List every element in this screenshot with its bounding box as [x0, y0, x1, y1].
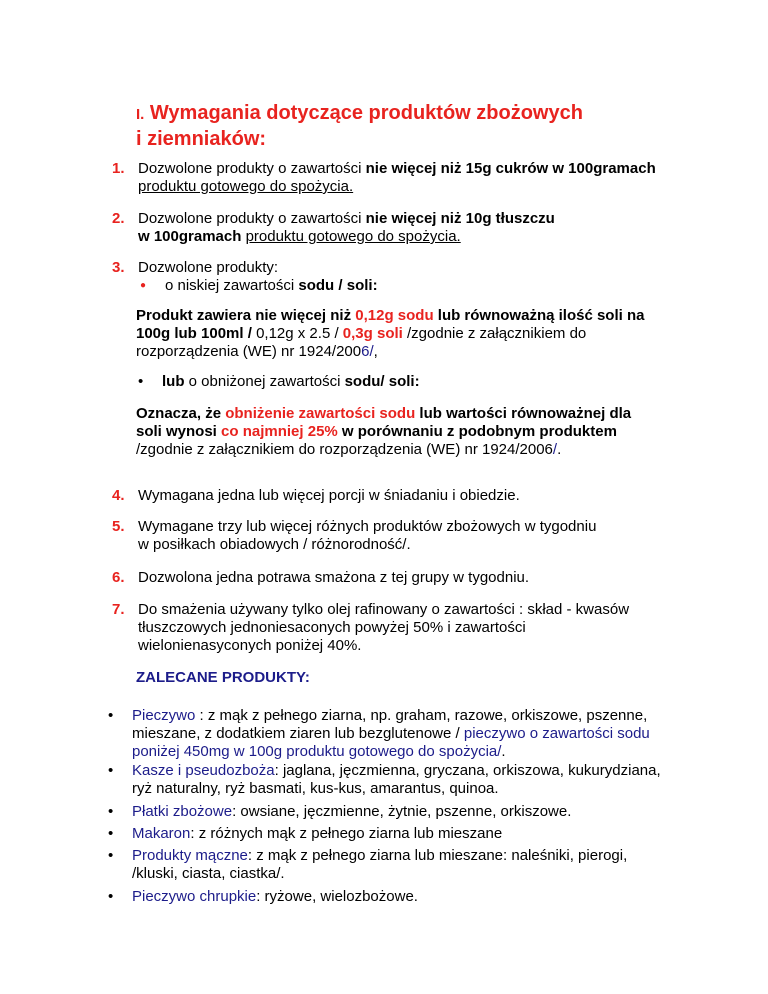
item-text: wielonienasyconych poniżej 40%. — [138, 637, 362, 654]
item-text-blue: poniżej 450mg w 100g produktu gotowego do spożycia/ — [132, 743, 502, 760]
page-title — [136, 101, 676, 151]
text-highlight: obniżenie zawartości sodu — [225, 405, 416, 422]
item-text: tłuszczowych jednoniesaconych powyżej 50% i zawartości — [138, 619, 526, 636]
title-number: I. — [136, 106, 145, 123]
list-item-4 — [112, 487, 712, 505]
bullet-text-bold: sodu / soli: — [298, 277, 378, 294]
item-number: 3. — [112, 259, 125, 276]
text-highlight: co najmniej 25% — [221, 423, 338, 440]
title-line-1: Wymagania dotyczące produktów zbożowych — [149, 102, 583, 124]
item-number: 2. — [112, 210, 125, 227]
text-blue: / — [552, 441, 558, 458]
bullet-icon: • — [108, 803, 114, 820]
recommended-item-flour-products — [108, 847, 738, 883]
bullet-icon: • — [138, 373, 144, 390]
item-text: ryż naturalny, ryż basmati, kus-kus, amarantus, quinoa. — [132, 780, 499, 797]
item-label: Makaron — [132, 825, 191, 842]
text-bold: soli wynosi — [136, 423, 222, 440]
item-label: Kasze i pseudozboża — [132, 762, 275, 779]
text: o obniżonej zawartości — [184, 373, 345, 390]
text-blue: 6/ — [361, 343, 374, 360]
item-text: Dozwolone produkty: — [138, 259, 279, 276]
text-bold: sodu/ soli: — [344, 373, 420, 390]
item-text-bold: w 100gramach — [138, 228, 242, 245]
title-line-2: i ziemniaków: — [136, 128, 267, 150]
item-text: : ryżowe, wielozbożowe. — [256, 888, 418, 905]
recommended-item-pasta — [108, 825, 738, 843]
bullet-icon: • — [108, 707, 114, 724]
text-bold: 100g lub 100ml / — [136, 325, 257, 342]
item-text: : z mąk z pełnego ziarna, np. graham, razowe, orkiszowe, pszenne, — [195, 707, 648, 724]
list-item-5 — [112, 518, 712, 554]
recommended-item-bread — [108, 707, 738, 761]
item-number: 5. — [112, 518, 125, 535]
item-text-bold: nie więcej niż 15g cukrów w 100gramach — [365, 160, 656, 177]
recommended-item-crispbread — [108, 888, 738, 906]
item-label: Pieczywo — [132, 707, 196, 724]
text-bold: lub równoważną ilość soli na — [433, 307, 645, 324]
item-number: 1. — [112, 160, 125, 177]
list-item-3 — [112, 259, 712, 277]
item-text-underlined: produktu gotowego do spożycia. — [138, 178, 354, 195]
bullet-icon: • — [108, 888, 114, 905]
item-text: /kluski, ciasta, ciastka/. — [132, 865, 285, 882]
item-text: w posiłkach obiadowych / różnorodność/. — [138, 536, 411, 553]
list-item-7 — [112, 601, 712, 655]
text-highlight: 0,12g sodu — [355, 307, 434, 324]
low-sodium-bullet — [140, 277, 640, 295]
text: rozporządzenia (WE) nr 1924/200 — [136, 343, 362, 360]
text: /zgodnie z załącznikiem do — [402, 325, 587, 342]
bullet-icon: • — [108, 847, 114, 864]
low-sodium-paragraph — [136, 307, 706, 361]
list-item-6 — [112, 569, 712, 587]
item-text: Wymagane trzy lub więcej różnych produktów zbożowych w tygodniu — [138, 518, 597, 535]
bullet-icon: • — [108, 762, 114, 779]
recommended-item-groats — [108, 762, 738, 798]
item-label: Pieczywo chrupkie — [132, 888, 257, 905]
list-item-2 — [112, 210, 712, 246]
item-text: Wymagana jedna lub więcej porcji w śniadaniu i obiedzie. — [138, 487, 520, 504]
text-bold: Produkt zawiera nie więcej niż — [136, 307, 356, 324]
text-bold: lub — [162, 373, 185, 390]
bullet-icon: ● — [140, 280, 147, 291]
item-text-underlined: produktu gotowego do spożycia. — [245, 228, 461, 245]
recommended-item-flakes — [108, 803, 738, 821]
text-bold: Oznacza, że — [136, 405, 226, 422]
bullet-text: o niskiej zawartości — [165, 277, 299, 294]
item-text-blue: pieczywo o zawartości sodu — [463, 725, 650, 742]
item-text: Dozwolona jedna potrawa smażona z tej grupy w tygodniu. — [138, 569, 530, 586]
item-text: : jaglana, jęczmienna, gryczana, orkiszowa, kukurydziana, — [274, 762, 661, 779]
reduced-sodium-bullet — [138, 373, 638, 391]
text-bold: lub wartości równoważnej dla — [415, 405, 632, 422]
text: 0,12g x 2.5 / — [256, 325, 343, 342]
item-label: Produkty mączne — [132, 847, 248, 864]
list-item-1 — [112, 160, 712, 196]
text: . — [557, 441, 562, 458]
item-number: 4. — [112, 487, 125, 504]
reduced-sodium-paragraph — [136, 405, 706, 459]
item-text: Dozwolone produkty o zawartości — [138, 210, 366, 227]
text-bold: w porównaniu z podobnym produktem — [337, 423, 617, 440]
recommended-heading: ZALECANE PRODUKTY: — [136, 669, 310, 686]
item-text: mieszane, z dodatkiem ziaren lub bezglutenowe / — [132, 725, 464, 742]
item-text: : z mąk z pełnego ziarna lub mieszane: naleśniki, pierogi, — [247, 847, 628, 864]
item-text-bold: nie więcej niż 10g tłuszczu — [365, 210, 555, 227]
item-number: 6. — [112, 569, 125, 586]
bullet-icon: • — [108, 825, 114, 842]
item-text: : z różnych mąk z pełnego ziarna lub mieszane — [190, 825, 503, 842]
text-highlight: 0,3g soli — [342, 325, 403, 342]
item-label: Płatki zbożowe — [132, 803, 233, 820]
item-text: : owsiane, jęczmienne, żytnie, pszenne, orkiszowe. — [232, 803, 572, 820]
item-text: Dozwolone produkty o zawartości — [138, 160, 366, 177]
item-text: Do smażenia używany tylko olej rafinowany o zawartości : skład - kwasów — [138, 601, 630, 618]
text: , — [373, 343, 378, 360]
item-number: 7. — [112, 601, 125, 618]
text: /zgodnie z załącznikiem do rozporządzenia (WE) nr 1924/2006 — [136, 441, 553, 458]
item-text: . — [501, 743, 506, 760]
